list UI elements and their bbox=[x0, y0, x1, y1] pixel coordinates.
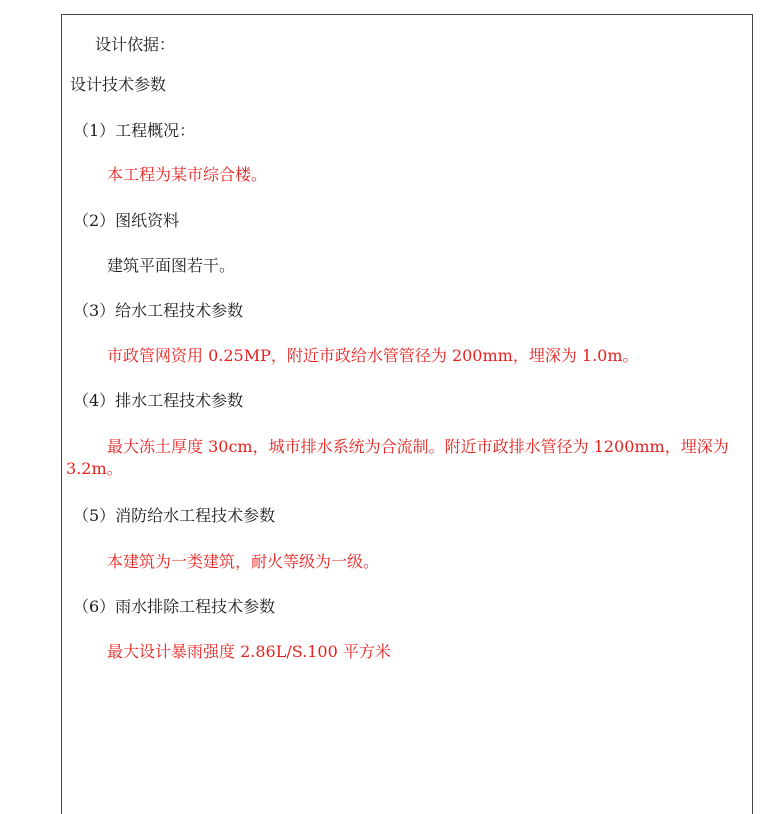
section-6-title: （6）雨水排除工程技术参数 bbox=[73, 597, 276, 616]
design-basis-heading: 设计依据： bbox=[95, 35, 176, 54]
section-6-body: 最大设计暴雨强度 2.86L/S.100 平方米 bbox=[107, 642, 391, 661]
section-2-title: （2）图纸资料 bbox=[73, 211, 180, 230]
section-4-body: 最大冻土厚度 30cm，城市排水系统为合流制。附近市政排水管径为 1200mm，埋深为 3.2m。 bbox=[66, 437, 729, 478]
section-3-title: （3）给水工程技术参数 bbox=[73, 301, 244, 320]
section-3-body: 市政管网资用 0.25MP，附近市政给水管管径为 200mm，埋深为 1.0m。 bbox=[107, 346, 639, 365]
section-1-title: （1）工程概况： bbox=[73, 121, 196, 140]
section-4-title: （4）排水工程技术参数 bbox=[73, 391, 244, 410]
design-params-heading: 设计技术参数 bbox=[70, 75, 167, 94]
section-2-body: 建筑平面图若干。 bbox=[107, 256, 236, 275]
section-5-body: 本建筑为一类建筑，耐火等级为一级。 bbox=[107, 552, 380, 571]
section-5-title: （5）消防给水工程技术参数 bbox=[73, 506, 276, 525]
section-1-body: 本工程为某市综合楼。 bbox=[107, 165, 268, 184]
